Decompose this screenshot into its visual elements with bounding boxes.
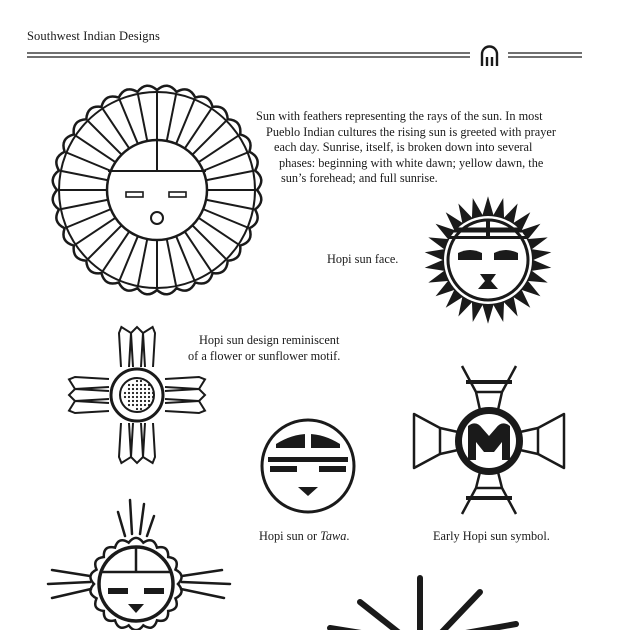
caption-line: each day. Sunrise, itself, is broken down into several [274,140,533,154]
caption-sun-with-feathers [256,109,556,187]
hopi-tawa-illustration [258,416,358,516]
cropped-sun-rays-illustration [320,570,520,630]
caption-tawa-prefix: Hopi sun or [259,529,321,543]
header-rule [0,0,635,80]
caption-line: of a flower or sunflower motif. [188,348,341,363]
caption-line: Sun with feathers representing the rays of the sun. In most [256,109,543,123]
caption-tawa-italic: Tawa [320,529,347,543]
caption-hopi-sun-face: Hopi sun face. [327,252,399,266]
caption-line: Pueblo Indian cultures the rising sun is greeted with prayer [266,124,556,139]
caption-line: phases: beginning with white dawn; yellow dawn, the [279,155,544,170]
caption-line: sun’s forehead; and full sunrise. [281,171,438,185]
caption-tawa-suffix: . [346,529,350,543]
publisher-logo-icon [482,47,497,66]
caption-line: Hopi sun design reminiscent [199,333,340,347]
caption-hopi-flower-sun [188,333,340,364]
running-head: Southwest Indian Designs [27,29,160,43]
hopi-sun-with-rays-illustration [46,494,236,630]
hopi-sun-face-illustration [418,196,558,326]
sun-with-feathers-illustration [42,78,272,308]
early-hopi-sun-symbol-illustration [410,362,568,520]
caption-hopi-tawa [259,529,349,545]
caption-early-hopi-sun: Early Hopi sun symbol. [433,529,550,543]
hopi-flower-sun-illustration [66,326,208,462]
